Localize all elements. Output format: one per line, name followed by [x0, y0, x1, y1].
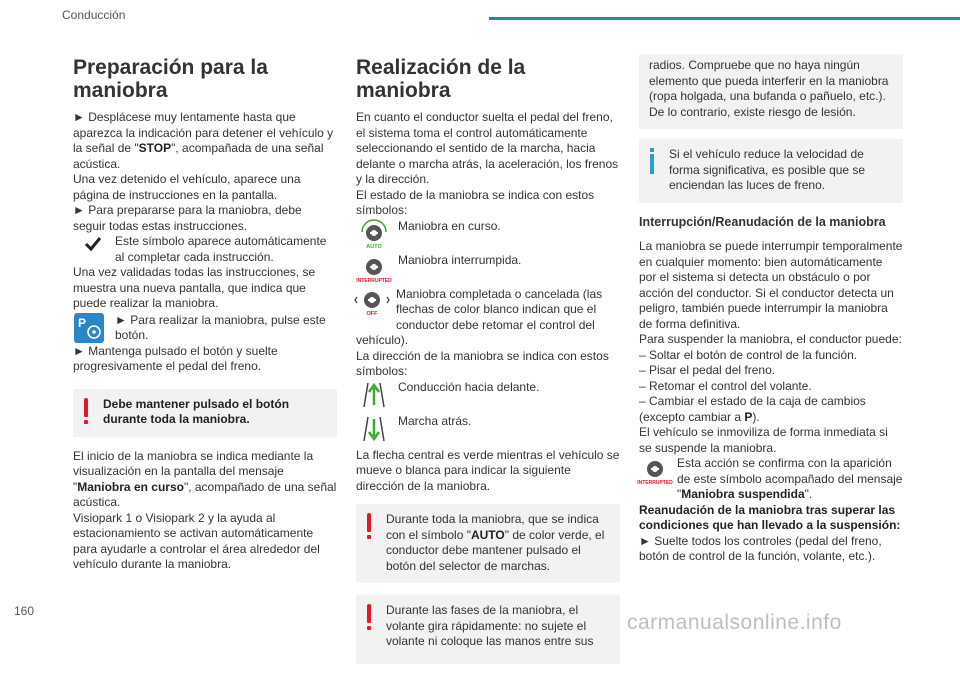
paragraph: ► Para prepararse para la maniobra, debe seguir todas estas instrucciones.: [73, 203, 302, 233]
park-button-instruction: P ► Para realizar la maniobra, pulse este botón.: [73, 313, 337, 344]
paragraph: Una vez detenido el vehículo, aparece una página de instrucciones en la pantalla.: [73, 172, 301, 202]
page-number: 160: [14, 604, 35, 618]
column-2: [356, 56, 620, 676]
paragraph: En cuanto el conductor suelta el pedal del freno, el sistema toma el control automáticamente seleccionando el sentido de la marcha, hacia delante o marcha atrás, la aceleración, los frenos y la dirección.: [356, 110, 619, 186]
reverse-arrow-icon: [358, 414, 390, 449]
column-3: [639, 56, 903, 565]
list-item: – Pisar el pedal del freno.: [639, 363, 776, 377]
warning-icon: [365, 604, 373, 632]
forward-arrow-icon: [358, 380, 390, 415]
svg-text:P: P: [78, 315, 87, 330]
watermark: carmanualsonline.info: [627, 611, 842, 634]
status-off: OFF Maniobra completada o cancelada (las flechas de color blanco indican que el conductor debe retomar el control del vehículo).: [356, 286, 603, 347]
header-accent-bar: [489, 17, 960, 20]
paragraph: ► Suelte todos los controles (pedal del freno, botón de control de la función, volante, etc.).: [639, 533, 882, 563]
info-icon: [649, 148, 655, 176]
paragraph: Una vez validadas todas las instrucciones, se muestra una nueva pantalla, que indica que puede realizar la maniobra.: [73, 265, 316, 310]
warning-box: Debe mantener pulsado el botón durante toda la maniobra.: [73, 389, 337, 437]
svg-text:AUTO: AUTO: [366, 243, 382, 250]
svg-text:OFF: OFF: [366, 310, 378, 317]
heading-preparation: Preparación para la maniobra: [73, 56, 268, 102]
direction-reverse: Marcha atrás.: [356, 414, 620, 448]
steering-auto-icon: [358, 219, 390, 254]
section-title: Conducción: [62, 8, 126, 22]
paragraph: Visiopark 1 o Visiopark 2 y la ayuda al estacionamiento se activan automáticamente para ayudarle a controlar el área alrededor del vehículo durante la maniobra.: [73, 510, 320, 571]
warning-icon: [82, 398, 90, 426]
heading-execution: Realización de la maniobra: [356, 56, 526, 102]
warning-box: Durante las fases de la maniobra, el volante gira rápidamente: no sujete el volante ni coloque las manos entre sus: [356, 595, 620, 664]
direction-forward: Conducción hacia delante.: [356, 380, 620, 414]
steering-interrupted-icon: [639, 456, 671, 491]
heading-interruption: Interrupción/Reanudación de la maniobra: [639, 214, 886, 229]
svg-text:INTERRUPTED: INTERRUPTED: [356, 277, 392, 284]
list-item: – Cambiar el estado de la caja de cambios (excepto cambiar a P).: [639, 394, 866, 424]
paragraph: La dirección de la maniobra se indica con estos símbolos:: [356, 348, 609, 378]
steering-interrupted-icon: [358, 253, 390, 288]
paragraph: El estado de la maniobra se indica con estos símbolos:: [356, 187, 595, 217]
paragraph: ► Mantenga pulsado el botón y suelte progresivamente el pedal del freno.: [73, 343, 278, 373]
paragraph: El inicio de la maniobra se indica mediante la visualización en la pantalla del mensaje "Maniobra en curso", acompañado de una señal acústica.: [73, 448, 337, 509]
warning-box-continued: radios. Compruebe que no haya ningún elemento que pueda interferir en la maniobra (ropa holgada, una bufanda o pañuelo, etc.). De lo contrario, existe riesgo de lesión.: [639, 54, 903, 129]
warning-box: Durante toda la maniobra, que se indica con el símbolo "AUTO" de color verde, el conductor debe mantener pulsado el botón del selector de marchas.: [356, 504, 620, 583]
bold-heading: Reanudación de la maniobra tras superar las condiciones que han llevado a la suspensión:: [639, 502, 901, 532]
suspended-symbol-line: INTERRUPTED Esta acción se confirma con la aparición de este símbolo acompañado del mensaje "Maniobra suspendida".: [637, 456, 903, 501]
paragraph: El vehículo se inmoviliza de forma inmediata si se suspende la maniobra.: [639, 425, 888, 455]
info-box: Si el vehículo reduce la velocidad de forma significativa, es posible que se enciendan las luces de freno.: [639, 139, 903, 203]
status-auto: AUTO Maniobra en curso.: [356, 219, 620, 251]
list-item: – Retomar el control del volante.: [639, 378, 812, 393]
svg-text:INTERRUPTED: INTERRUPTED: [637, 480, 673, 486]
steering-off-icon: [354, 287, 390, 322]
check-instruction: Este símbolo aparece automáticamente al completar cada instrucción.: [73, 234, 337, 265]
status-interrupted: INTERRUPTED Maniobra interrumpida.: [356, 253, 620, 285]
paragraph: ► Desplácese muy lentamente hasta que aparezca la indicación para detener el vehículo y la señal de "STOP", acompañada de una señal acústica.: [73, 110, 334, 171]
paragraph: La flecha central es verde mientras el vehículo se mueve o blanca para indicar la siguiente dirección de la maniobra.: [356, 447, 620, 493]
checkmark-icon: [85, 237, 101, 256]
warning-icon: [365, 513, 373, 541]
column-1: [73, 56, 337, 573]
list-item: – Soltar el botón de control de la función.: [639, 347, 858, 362]
park-assist-button-icon: [74, 313, 104, 348]
paragraph: Para suspender la maniobra, el conductor puede:: [639, 332, 902, 346]
paragraph: La maniobra se puede interrumpir temporalmente en cualquier momento: bien automáticamente por el sistema si detecta un obstáculo o por acción del conductor. Si el conductor detecta un peligro, también puede interrumpir la maniobra de forma definitiva.: [639, 239, 903, 331]
